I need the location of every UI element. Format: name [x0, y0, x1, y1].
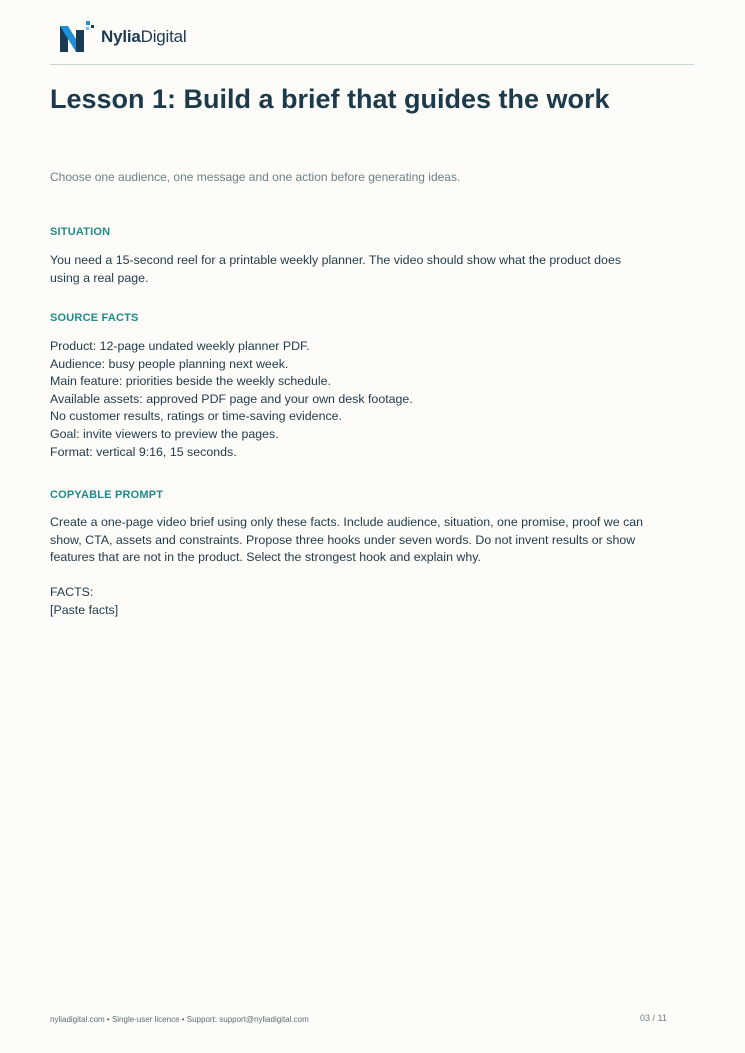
fact-line: Goal: invite viewers to preview the pages.: [50, 426, 279, 441]
footer-info: nyliadigital.com • Single-user licence • Support: support@nyliadigital.com: [50, 1015, 309, 1024]
situation-label: SITUATION: [50, 226, 111, 238]
fact-line: Format: vertical 9:16, 15 seconds.: [50, 444, 237, 459]
situation-line: You need a 15-second reel for a printable weekly planner. The video should show what the product does: [50, 253, 622, 267]
brand-name: [101, 28, 186, 45]
nylia-logo-icon: [58, 18, 98, 54]
fact-line: Available assets: approved PDF page and your own desk footage.: [50, 391, 413, 406]
fact-line: No customer results, ratings or time-saving evidence.: [50, 409, 342, 424]
situation-line: using a real page.: [50, 270, 149, 285]
facts-placeholder: [Paste facts]: [50, 602, 119, 617]
page-header: [50, 18, 694, 65]
facts-heading: FACTS:: [50, 585, 94, 599]
prompt-line: Create a one-page video brief using only these facts. Include audience, situation, one promise, proof we can: [50, 515, 644, 529]
fact-line: Main feature: priorities beside the weekly schedule.: [50, 374, 332, 389]
source-facts-list: [50, 338, 695, 461]
copyable-prompt-text[interactable]: [50, 514, 695, 567]
intro-text: Choose one audience, one message and one action before generating ideas.: [50, 170, 461, 184]
facts-block[interactable]: [50, 584, 695, 619]
prompt-line: show, CTA, assets and constraints. Propose three hooks under seven words. Do not invent results or show: [50, 532, 636, 547]
brand-name-light: Digital: [140, 26, 187, 46]
brand-name-bold: Nylia: [101, 26, 141, 46]
page-title: Lesson 1: Build a brief that guides the work: [50, 84, 610, 114]
fact-line: Product: 12-page undated weekly planner PDF.: [50, 339, 310, 353]
brand-logo: [58, 18, 186, 54]
source-facts-label: SOURCE FACTS: [50, 312, 139, 324]
prompt-line: features that are not in the product. Select the strongest hook and explain why.: [50, 550, 481, 565]
copyable-prompt-label: COPYABLE PROMPT: [50, 489, 164, 501]
situation-text: [50, 252, 695, 287]
fact-line: Audience: busy people planning next week.: [50, 356, 289, 371]
page-number: 03 / 11: [640, 1013, 667, 1023]
